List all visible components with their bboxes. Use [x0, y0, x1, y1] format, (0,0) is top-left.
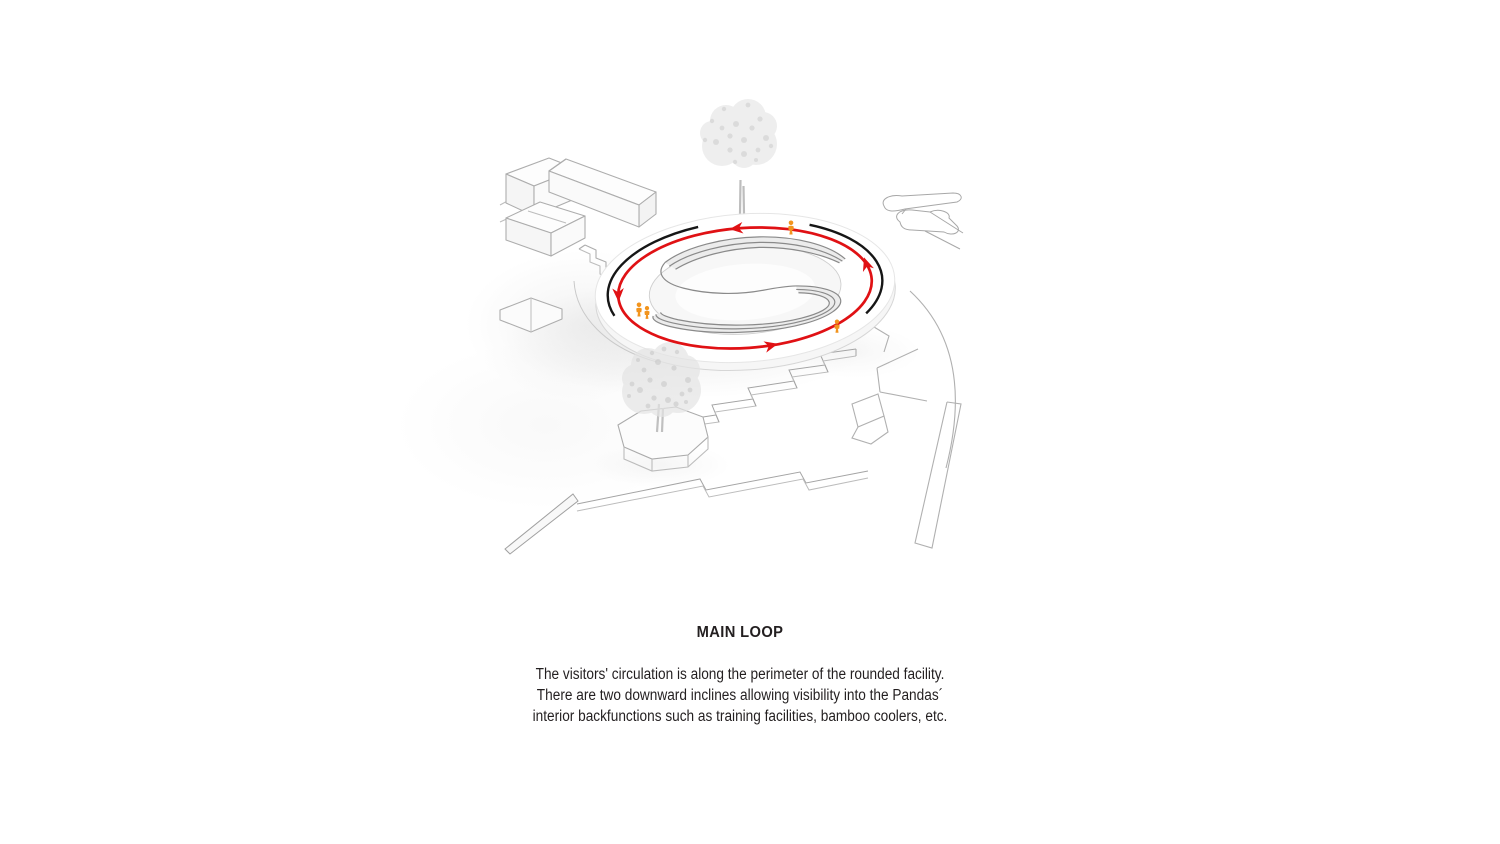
diagram-title: MAIN LOOP — [696, 624, 784, 642]
pond-outlines — [883, 193, 963, 249]
caption-line-3: interior backfunctions such as training facilities, bamboo coolers, etc. — [532, 707, 948, 725]
diagram-caption — [533, 664, 948, 727]
caption-line-1: The visitors' circulation is along the perimeter of the rounded facility. — [535, 665, 945, 683]
caption-line-2: There are two downward inclines allowing visibility into the Pandas´ — [536, 686, 944, 704]
tree-top — [700, 99, 777, 214]
